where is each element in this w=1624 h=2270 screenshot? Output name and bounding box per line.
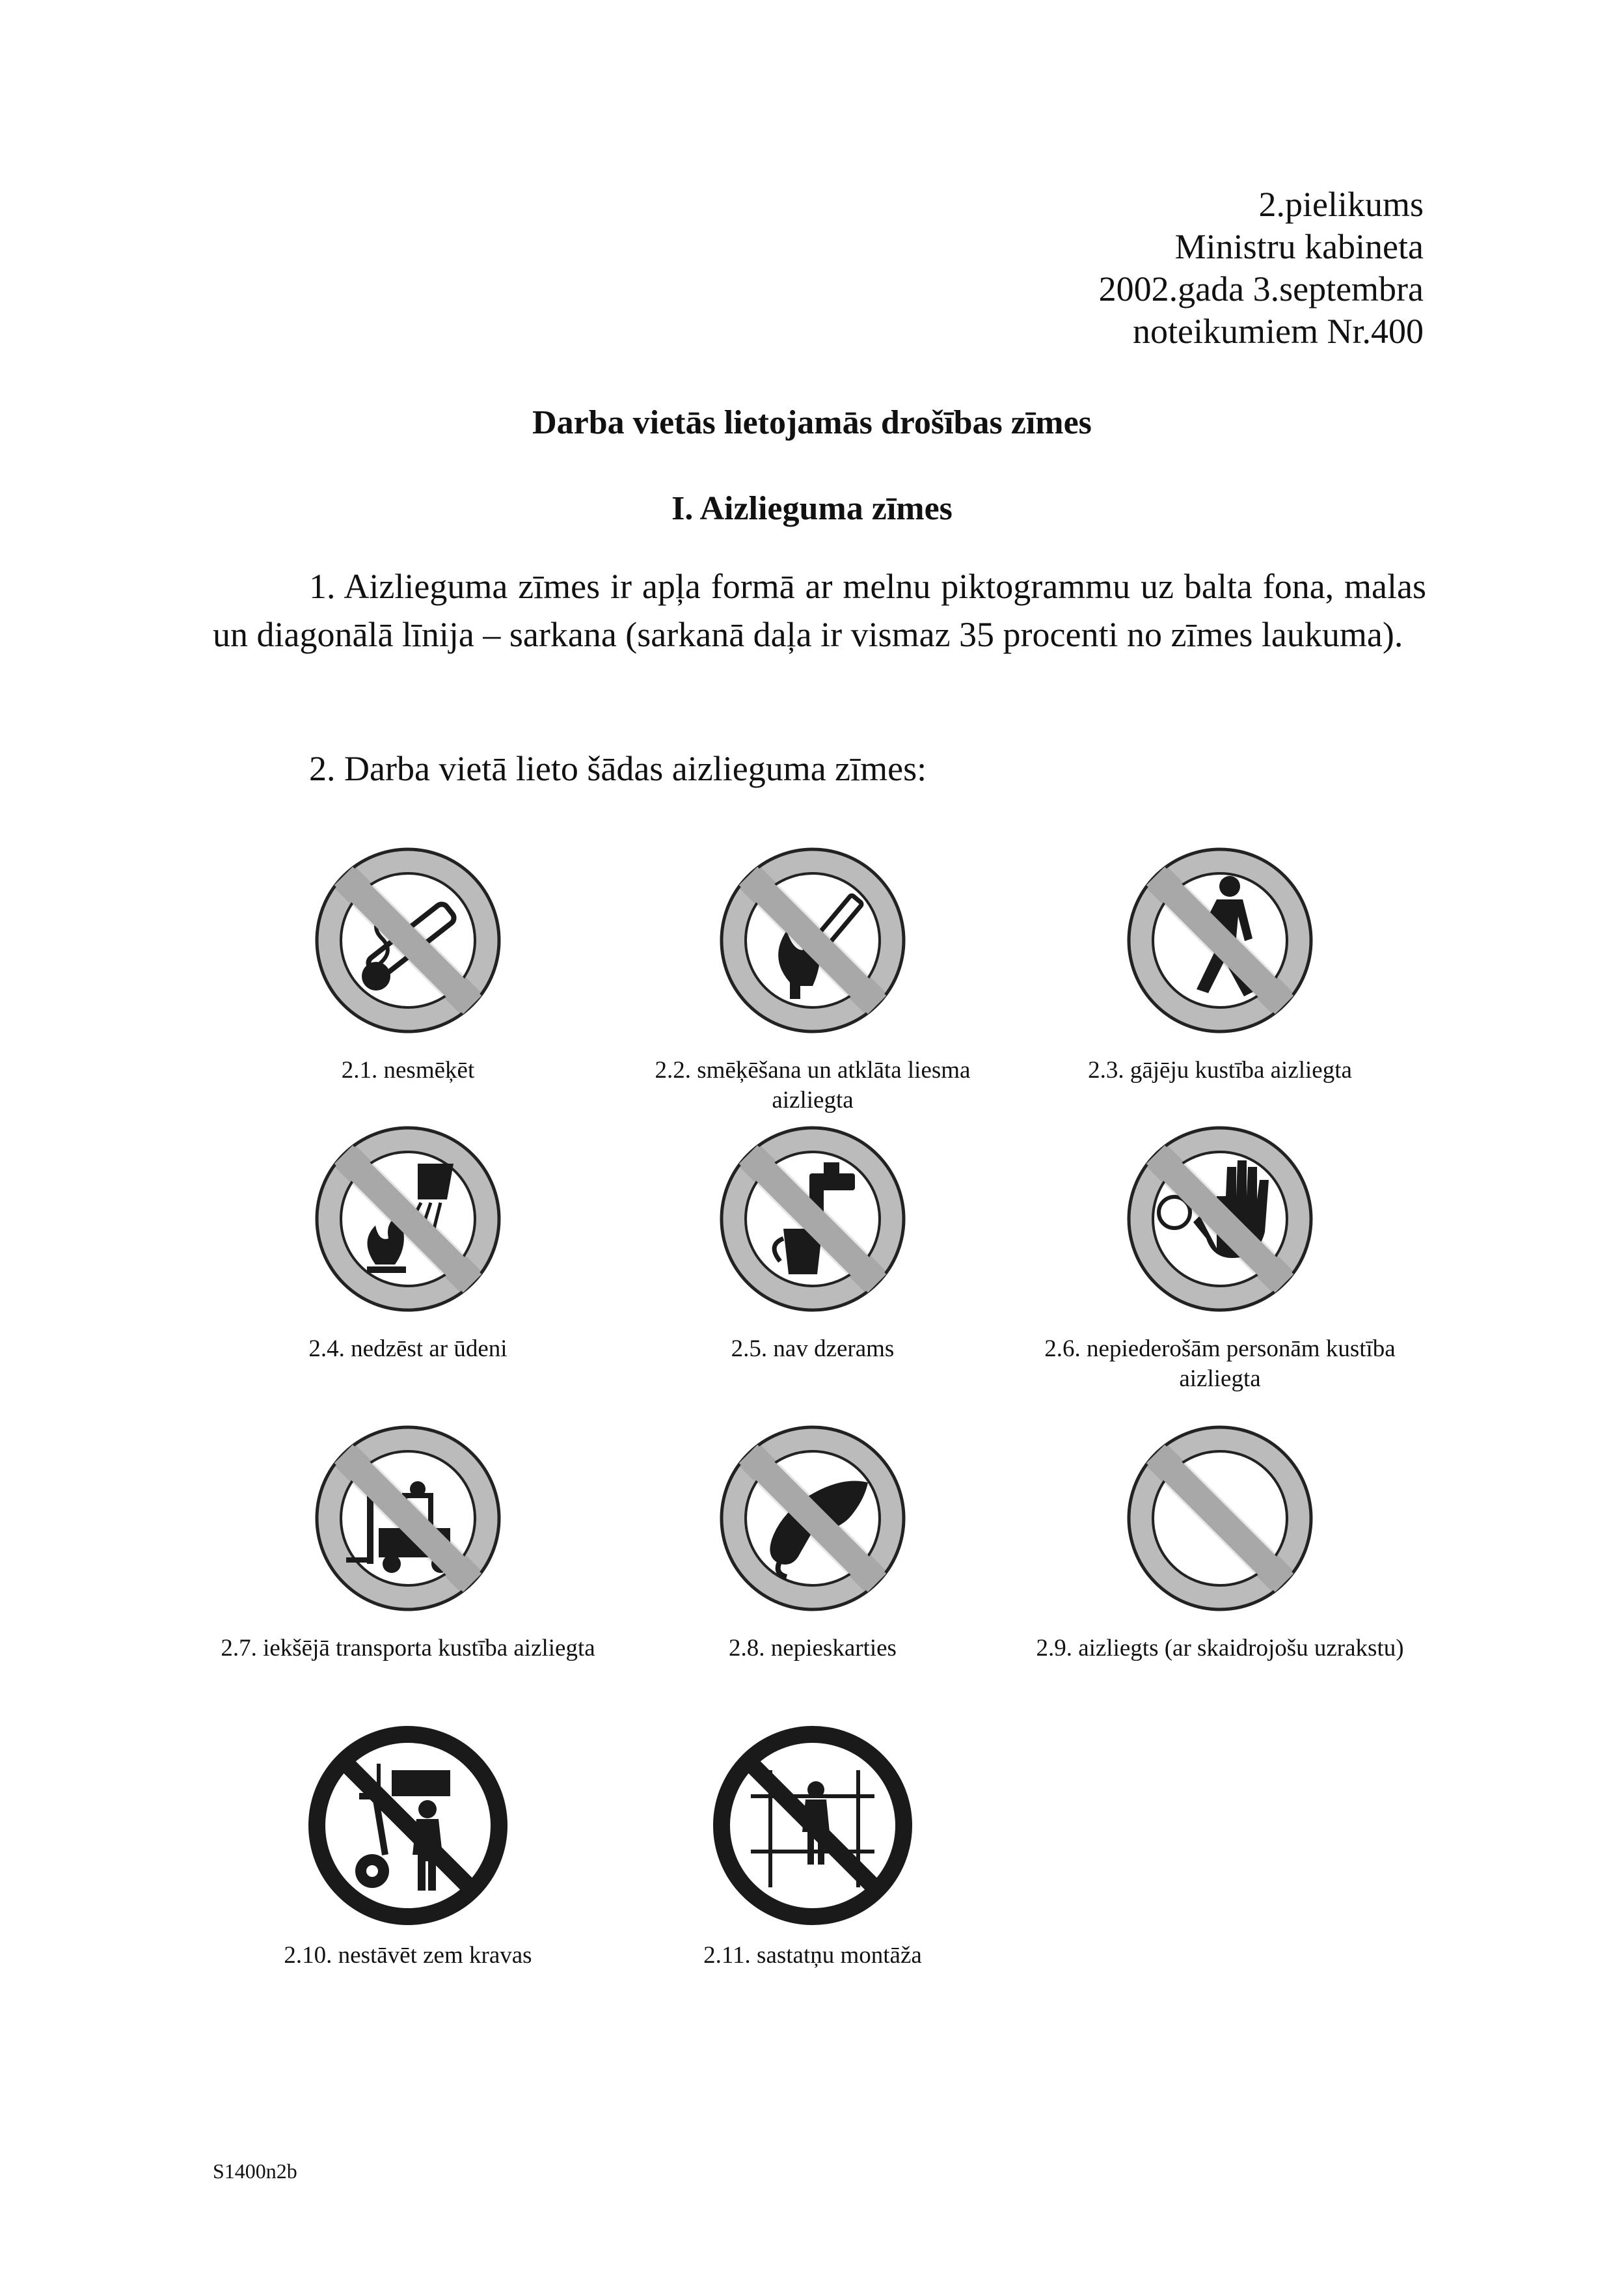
no-forklift-icon [307, 1417, 509, 1619]
sign-label: 2.10. nestāvēt zem kravas [284, 1942, 532, 1969]
sign-2-8 [617, 1417, 1008, 1663]
sign-label: 2.8. nepieskarties [729, 1635, 897, 1661]
sign-label: 2.6. nepiederošām personām kustība aizliegta [1044, 1335, 1396, 1392]
header-date: 2002.gada 3.septembra [1098, 269, 1424, 308]
sign-label: 2.7. iekšējā transporta kustība aizliegta [221, 1635, 595, 1661]
paragraph-1: 1. Aizlieguma zīmes ir apļa formā ar melnu piktogrammu uz balta fona, malas un diagonālā līnija – sarkana (sarkanā daļa ir vismaz 35 procenti no zīmes laukuma). [213, 567, 1426, 654]
no-standing-under-load-icon [307, 1725, 509, 1926]
sign-label: 2.3. gājēju kustība aizliegta [1088, 1057, 1352, 1084]
sign-2-1 [213, 840, 603, 1086]
sign-2-9 [1025, 1417, 1415, 1663]
sign-label: 2.11. sastatņu montāža [703, 1942, 922, 1969]
header-issuer: Ministru kabineta [1174, 227, 1424, 266]
sign-label: 2.9. aizliegts (ar skaidrojošu uzrakstu) [1036, 1635, 1404, 1661]
no-water-extinguish-icon [307, 1118, 509, 1320]
no-smoking-icon [307, 840, 509, 1041]
no-pedestrians-icon [1119, 840, 1321, 1041]
sign-2-4 [213, 1118, 603, 1364]
document-title: Darba vietās lietojamās drošības zīmes [532, 404, 1092, 441]
sign-2-11 [617, 1725, 1008, 1971]
sign-2-6 [1025, 1118, 1415, 1394]
sign-2-3 [1025, 840, 1415, 1086]
no-unauthorized-access-icon [1119, 1118, 1321, 1320]
document-code: S1400n2b [213, 2159, 297, 2183]
paragraph-2: 2. Darba vietā lieto šādas aizlieguma zīmes: [309, 749, 927, 788]
sign-2-5 [617, 1118, 1008, 1364]
sign-label: 2.2. smēķēšana un atklāta liesma aizliegta [655, 1057, 971, 1114]
section-title: I. Aizlieguma zīmes [671, 490, 953, 527]
do-not-touch-icon [712, 1417, 914, 1619]
sign-label: 2.5. nav dzerams [731, 1335, 895, 1362]
sign-2-2 [617, 840, 1008, 1115]
document-header [1099, 184, 1424, 353]
scaffolding-icon [712, 1725, 914, 1926]
no-open-flame-icon [712, 840, 914, 1041]
sign-label: 2.1. nesmēķēt [341, 1057, 475, 1084]
not-drinkable-icon [712, 1118, 914, 1320]
sign-2-10 [213, 1725, 603, 1971]
sign-label: 2.4. nedzēst ar ūdeni [308, 1335, 508, 1362]
sign-2-7 [213, 1417, 603, 1663]
prohibited-icon [1119, 1417, 1321, 1619]
header-regulation-number: noteikumiem Nr.400 [1133, 312, 1424, 351]
header-annex-number: 2.pielikums [1258, 185, 1424, 224]
